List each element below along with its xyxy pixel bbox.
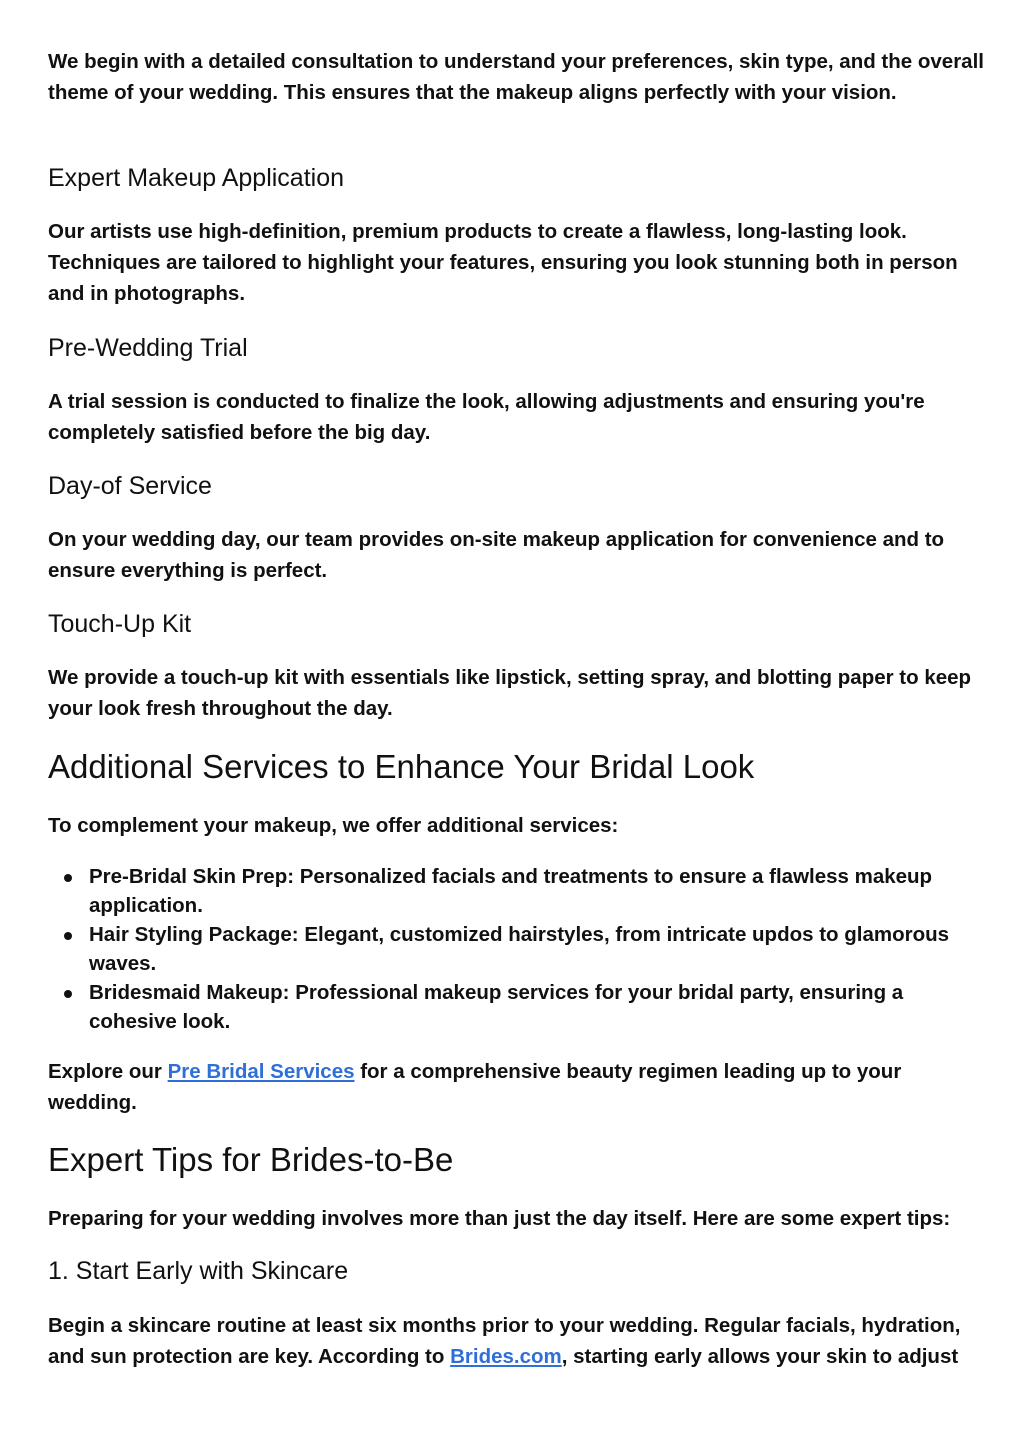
paragraph-tips-intro: Preparing for your wedding involves more than just the day itself. Here are some expert tips: xyxy=(48,1207,951,1230)
additional-services-list xyxy=(48,862,988,1036)
intro-paragraph: We begin with a detailed consultation to understand your preferences, skin type, and the overall theme of your wedding. This ensures that the makeup aligns perfectly with your vision. xyxy=(48,50,984,104)
heading-additional-services: Additional Services to Enhance Your Bridal Look xyxy=(48,748,755,785)
list-item xyxy=(48,978,988,1036)
paragraph-start-early-skincare xyxy=(48,1310,988,1372)
bullet-icon xyxy=(64,932,72,940)
heading-day-of-service: Day-of Service xyxy=(48,472,212,500)
brides-com-link[interactable]: Brides.com xyxy=(450,1345,562,1368)
heading-touch-up-kit: Touch-Up Kit xyxy=(48,610,192,638)
paragraph-day-of-service: On your wedding day, our team provides on-site makeup application for convenience and to ensure everything is perfect. xyxy=(48,528,945,582)
list-item xyxy=(48,920,988,978)
list-item xyxy=(48,862,988,920)
list-item-text: Hair Styling Package: Elegant, customized hairstyles, from intricate updos to glamorous waves. xyxy=(89,923,950,975)
explore-text-before: Explore our xyxy=(48,1060,168,1083)
paragraph-pre-wedding-trial: A trial session is conducted to finalize the look, allowing adjustments and ensuring you're completely satisfied before the big day. xyxy=(48,390,925,444)
explore-text-after: for a comprehensive beauty regimen leading up to your wedding. xyxy=(48,1060,902,1114)
tip1-text-before: Begin a skincare routine at least six months prior to your wedding. Regular facials, hydration, and sun protection are key. According to xyxy=(48,1314,961,1368)
bullet-icon xyxy=(64,990,72,998)
heading-start-early-skincare: 1. Start Early with Skincare xyxy=(48,1257,349,1285)
bullet-icon xyxy=(64,874,72,882)
heading-expert-makeup-application: Expert Makeup Application xyxy=(48,164,345,192)
paragraph-touch-up-kit: We provide a touch-up kit with essentials like lipstick, setting spray, and blotting paper to keep your look fresh throughout the day. xyxy=(48,666,972,720)
paragraph-explore xyxy=(48,1056,988,1118)
heading-expert-tips: Expert Tips for Brides-to-Be xyxy=(48,1141,454,1178)
list-item-text: Pre-Bridal Skin Prep: Personalized facials and treatments to ensure a flawless makeup application. xyxy=(89,865,933,917)
paragraph-expert-makeup-application: Our artists use high-definition, premium products to create a flawless, long-lasting look. Techniques are tailored to highlight your features, ensuring you look stunning both in person and in photographs. xyxy=(48,220,958,305)
paragraph-additional-intro: To complement your makeup, we offer additional services: xyxy=(48,814,619,837)
heading-pre-wedding-trial: Pre-Wedding Trial xyxy=(48,334,248,362)
pre-bridal-services-link[interactable]: Pre Bridal Services xyxy=(167,1060,355,1083)
list-item-text: Bridesmaid Makeup: Professional makeup services for your bridal party, ensuring a cohesive look. xyxy=(89,981,904,1033)
tip1-text-after: , starting early allows your skin to adjust xyxy=(561,1345,959,1368)
